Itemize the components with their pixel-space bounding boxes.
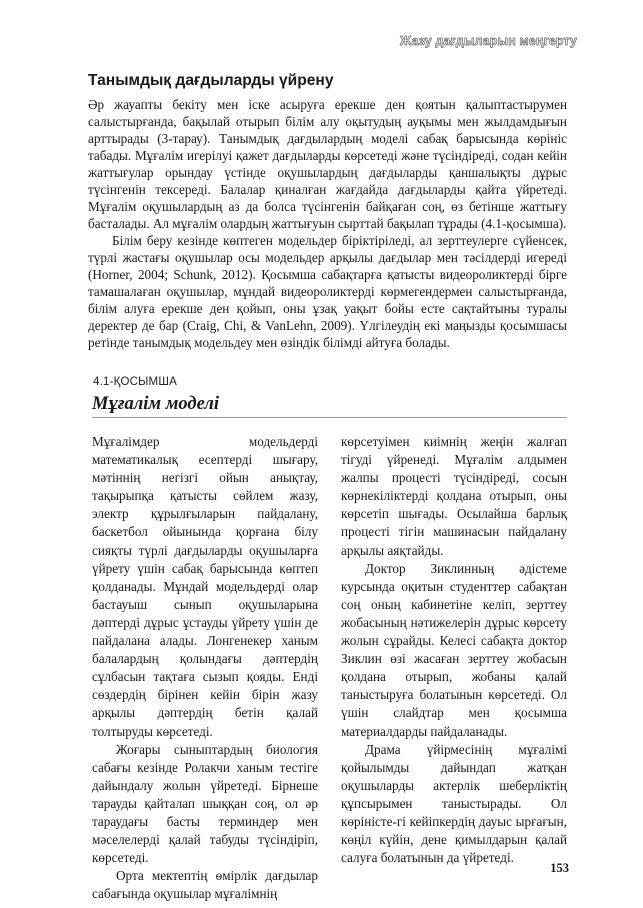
box-left-column bbox=[92, 433, 318, 903]
running-header: Жазу дағдыларын меңгерту bbox=[400, 34, 577, 48]
box-label: 4.1-ҚОСЫМША bbox=[93, 376, 177, 388]
section-body bbox=[88, 96, 567, 351]
box-paragraph: Жоғары сыныптардың биология сабағы кезінде Ролакчи ханым тестіге дайындалу жолын үйретеді. Бірнеше тарауды қайталап шыққан соң, ол әр тараудағы басты терминдер мен мәселелерді қалай табуды түсіндіріп, көрсетеді. bbox=[92, 741, 318, 866]
page-number: 153 bbox=[550, 861, 569, 875]
body-paragraph: Білім беру кезінде көптеген модельдер біріктіріледі, ал зерттеулерге сүйенсек, түрлі жастағы оқушылар осы модельдер арқылы дағдылар мен тәсілдерді игереді (Horner, 2004; Schunk, 2012). Қосымша сабақтарға қатысты видеороликтерді бірге тамашалаған оқушылар, мұндай видеороликтерді көрмегендермен салыстырғанда, білім алуға ерекше ден қойып, оны ұзақ уақыт бойы есте сақтайтыны туралы деректер де бар (Craig, Chi, & VanLehn, 2009). Үлгілеудің екі маңызды қосымшасы ретінде танымдық модельдеу мен өзіндік білімді айтуға болады. bbox=[88, 233, 567, 350]
box-title: Мұғалім моделі bbox=[92, 394, 219, 414]
box-paragraph: Мұғалімдер модельдерді математикалық есептерді шығару, мәтіннің негізгі ойын анықтау, тақырыпқа қатысты сөйлем жазу, электр құрылғыларын пайдалану, баскетбол ойынында қорғана білу сияқты түрлі дағдыларды оқушыларға үйрету үшін сабақ барысында көптеп қолданады. Мұндай модельдерді олар бастауыш сынып оқушыларына дәптерді дұрыс ұстауды үйрету үшін де пайдалана алады. Лонгенекер ханым балалардың қолындағы дәптердің сұлбасын тақтаға сызып қояды. Енді сөздердің бірінен кейін бірін жазу арқылы дәптердің бетін қалай толтыруды көрсетеді. bbox=[92, 434, 318, 739]
body-paragraph: Әр жауапты бекіту мен іске асыруға ерекше ден қоятын қалыптастырумен салыстырғанда, бақылай отырып білім алу оқытудың ауқымы мен жылдамдығын арттырады (3-тарау). Танымдық дағдылардың моделі сабақ барысында көрініс табады. Мұғалім игерілуі қажет дағдыларды көрсетеді және түсіндіреді, содан кейін жаттығулар орындау үстінде оқушылардың дағдыларды қаншалықты дұрыс түсінгенін тексереді. Балалар қиналған жағдайда дағдыларды қайта үйретеді. Мұғалім оқушылардың аз да болса түсінгенін байқаған соң, өз бетінше жаттығу басталады. Ал мұғалім олардың жаттығуын сырттай бақылап тұрады (4.1-қосымша). bbox=[88, 97, 567, 231]
box-paragraph: Орта мектептің өмірлік дағдылар сабағында оқушылар мұғалімнің bbox=[92, 868, 318, 902]
box-paragraph: Доктор Зиклинның әдістеме курсында оқитын студенттер сабақтан соң оның кабинетіне келіп, зерттеу жобасының нәтижелерін дұрыс көрсету жолын сұрайды. Келесі сабақта доктор Зиклин өзі жасаған зерттеу жобасын қолдана отырып, жобаны қалай таныстыруға болатынын көрсетеді. Ол үшін слайдтар мен қосымша материалдарды пайдаланады. bbox=[341, 560, 567, 739]
box-divider bbox=[92, 417, 567, 418]
box-paragraph: Драма үйірмесінің мұғалімі қойылымды дайындап жатқан оқушыларды актерлік шеберліктің құпсырымен таныстырады. Ол көріністе-гі кейіпкердің дауыс ырғағын, көңіл күйін, дене қимылдарын қалай салуға болатынын да үйретеді. bbox=[341, 741, 567, 866]
box-paragraph: көрсетуімен киімнің жеңін жалғап тігуді үйренеді. Мұғалім алдымен жалпы процесті түсіндіреді, сосын көрнекіліктерді қолдана отырып, оны көрсетіп шығады. Осылайша барлық процесті тігін машинасын пайдалану арқылы аяқтайды. bbox=[341, 434, 567, 558]
box-right-column bbox=[341, 433, 567, 867]
section-title: Танымдық дағдыларды үйрену bbox=[88, 72, 334, 89]
